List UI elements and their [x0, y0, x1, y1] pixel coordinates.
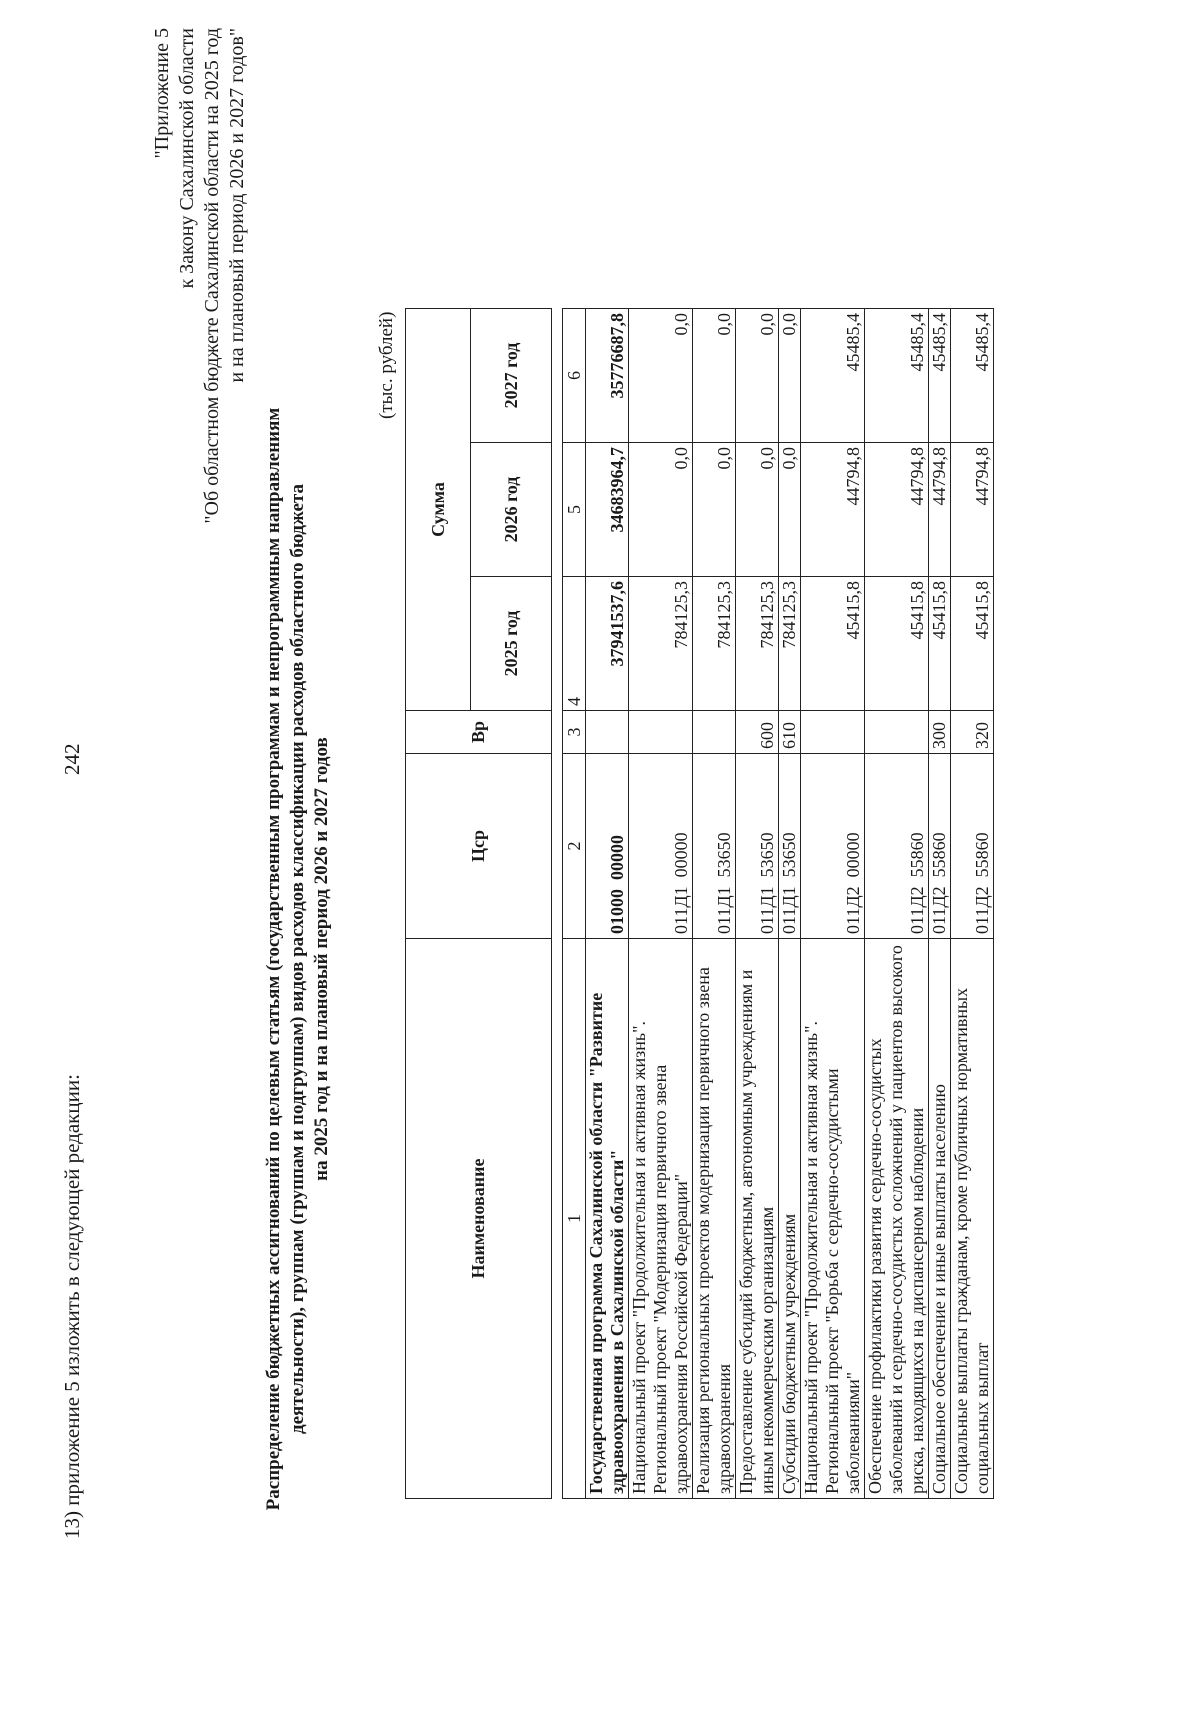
cell-2025: 37941537,6	[586, 577, 629, 711]
cell-2025: 45415,8	[801, 577, 865, 711]
table-row	[801, 308, 865, 1498]
header-sum: Сумма	[406, 308, 471, 710]
cell-2025: 784125,3	[736, 577, 779, 711]
cell-2026: 44794,8	[801, 443, 865, 577]
cell-csr: 011Д2 55860	[929, 754, 951, 939]
col-number: 5	[563, 443, 586, 577]
cell-2027: 35776687,8	[586, 308, 629, 442]
table-row	[736, 308, 779, 1498]
header-2026: 2026 год	[471, 443, 552, 577]
cell-2027: 0,0	[693, 308, 736, 442]
cell-name: Субсидии бюджетным учреждениям	[779, 939, 801, 1499]
units-label: (тыс. рублей)	[376, 311, 397, 419]
cell-2026: 34683964,7	[586, 443, 629, 577]
cell-vr: 320	[951, 711, 994, 754]
cell-2026: 44794,8	[929, 443, 951, 577]
cell-2025: 45415,8	[951, 577, 994, 711]
header-2027: 2027 год	[471, 308, 552, 442]
table-row	[929, 308, 951, 1498]
appendix-line-4: и на плановый период 2026 и 2027 годов"	[226, 28, 248, 383]
cell-name: Национальный проект "Продолжительная и активная жизнь". Региональный проект "Модернизация первичного звена здравоохранения Российской Федерации"	[629, 939, 693, 1499]
cell-2026: 0,0	[629, 443, 693, 577]
cell-name: Государственная программа Сахалинской области "Развитие здравоохранения в Сахалинской области"	[586, 939, 629, 1499]
cell-vr	[693, 711, 736, 754]
cell-2026: 44794,8	[951, 443, 994, 577]
appendix-reference	[150, 28, 250, 588]
cell-2027: 45485,4	[951, 308, 994, 442]
cell-csr: 011Д2 55860	[865, 754, 929, 939]
col-number: 4	[563, 577, 586, 711]
cell-2027: 0,0	[629, 308, 693, 442]
cell-csr: 011Д2 55860	[951, 754, 994, 939]
appendix-line-2: к Закону Сахалинской области	[176, 28, 198, 289]
col-number: 2	[563, 754, 586, 939]
table-gap	[552, 308, 563, 1498]
cell-name: Национальный проект "Продолжительная и активная жизнь". Региональный проект "Борьба с сердечно-сосудистыми заболеваниями"	[801, 939, 865, 1499]
cell-csr: 01000 00000	[586, 754, 629, 939]
column-number-row	[563, 308, 586, 1498]
page-number: 242	[60, 743, 84, 775]
table-row	[779, 308, 801, 1498]
header-name: Наименование	[406, 939, 552, 1499]
cell-vr: 610	[779, 711, 801, 754]
cell-vr: 300	[929, 711, 951, 754]
cell-name: Социальное обеспечение и иные выплаты населению	[929, 939, 951, 1499]
cell-2025: 784125,3	[693, 577, 736, 711]
cell-2027: 0,0	[736, 308, 779, 442]
cell-name: Социальные выплаты гражданам, кроме публичных нормативных социальных выплат	[951, 939, 994, 1499]
cell-2025: 784125,3	[779, 577, 801, 711]
cell-2026: 44794,8	[865, 443, 929, 577]
cell-2025: 784125,3	[629, 577, 693, 711]
col-number: 3	[563, 711, 586, 754]
cell-2027: 45485,4	[865, 308, 929, 442]
header-2025: 2025 год	[471, 577, 552, 711]
cell-2026: 0,0	[779, 443, 801, 577]
table-row	[629, 308, 693, 1498]
header-vr: Вр	[406, 711, 552, 754]
cell-2025: 45415,8	[865, 577, 929, 711]
cell-vr: 600	[736, 711, 779, 754]
table-row	[693, 308, 736, 1498]
cell-2026: 0,0	[693, 443, 736, 577]
cell-csr: 011Д1 53650	[779, 754, 801, 939]
title-line-3: на 2025 год и на плановый период 2026 и 2027 годов	[311, 737, 332, 1181]
intro-line: 13) приложение 5 изложить в следующей редакции:	[60, 1074, 84, 1539]
cell-csr: 011Д1 53650	[693, 754, 736, 939]
cell-vr	[801, 711, 865, 754]
cell-name: Реализация региональных проектов модернизации первичного звена здравоохранения	[693, 939, 736, 1499]
title-line-1: Распределение бюджетных ассигнований по целевым статьям (государственным программам и непрограммным направлениям	[263, 407, 284, 1511]
cell-2025: 45415,8	[929, 577, 951, 711]
cell-csr: 011Д1 53650	[736, 754, 779, 939]
cell-2027: 0,0	[779, 308, 801, 442]
col-number: 6	[563, 308, 586, 442]
cell-vr	[629, 711, 693, 754]
appendix-line-3: "Об областном бюджете Сахалинской области на 2025 год	[201, 28, 223, 524]
cell-2026: 0,0	[736, 443, 779, 577]
cell-csr: 011Д1 00000	[629, 754, 693, 939]
cell-2027: 45485,4	[929, 308, 951, 442]
table-row	[586, 308, 629, 1498]
cell-2027: 45485,4	[801, 308, 865, 442]
col-number: 1	[563, 939, 586, 1499]
cell-name: Предоставление субсидий бюджетным, автономным учреждениям и иным некоммерческим организациям	[736, 939, 779, 1499]
cell-vr	[586, 711, 629, 754]
table-row	[865, 308, 929, 1498]
title-line-2: деятельности), группам (группам и подгруппам) видов расходов классификации расходов областного бюджета	[287, 484, 308, 1434]
cell-name: Обеспечение профилактики развития сердечно-сосудистых заболеваний и сердечно-сосудистых осложнений у пациентов высокого риска, находящихся на диспансерном наблюдении	[865, 939, 929, 1499]
table-row	[951, 308, 994, 1498]
budget-table	[405, 308, 994, 1499]
appendix-line-1: "Приложение 5	[151, 28, 173, 159]
header-csr: Цср	[406, 754, 552, 939]
cell-csr: 011Д2 00000	[801, 754, 865, 939]
table-body	[552, 308, 994, 1498]
cell-vr	[865, 711, 929, 754]
document-title	[262, 359, 334, 1559]
